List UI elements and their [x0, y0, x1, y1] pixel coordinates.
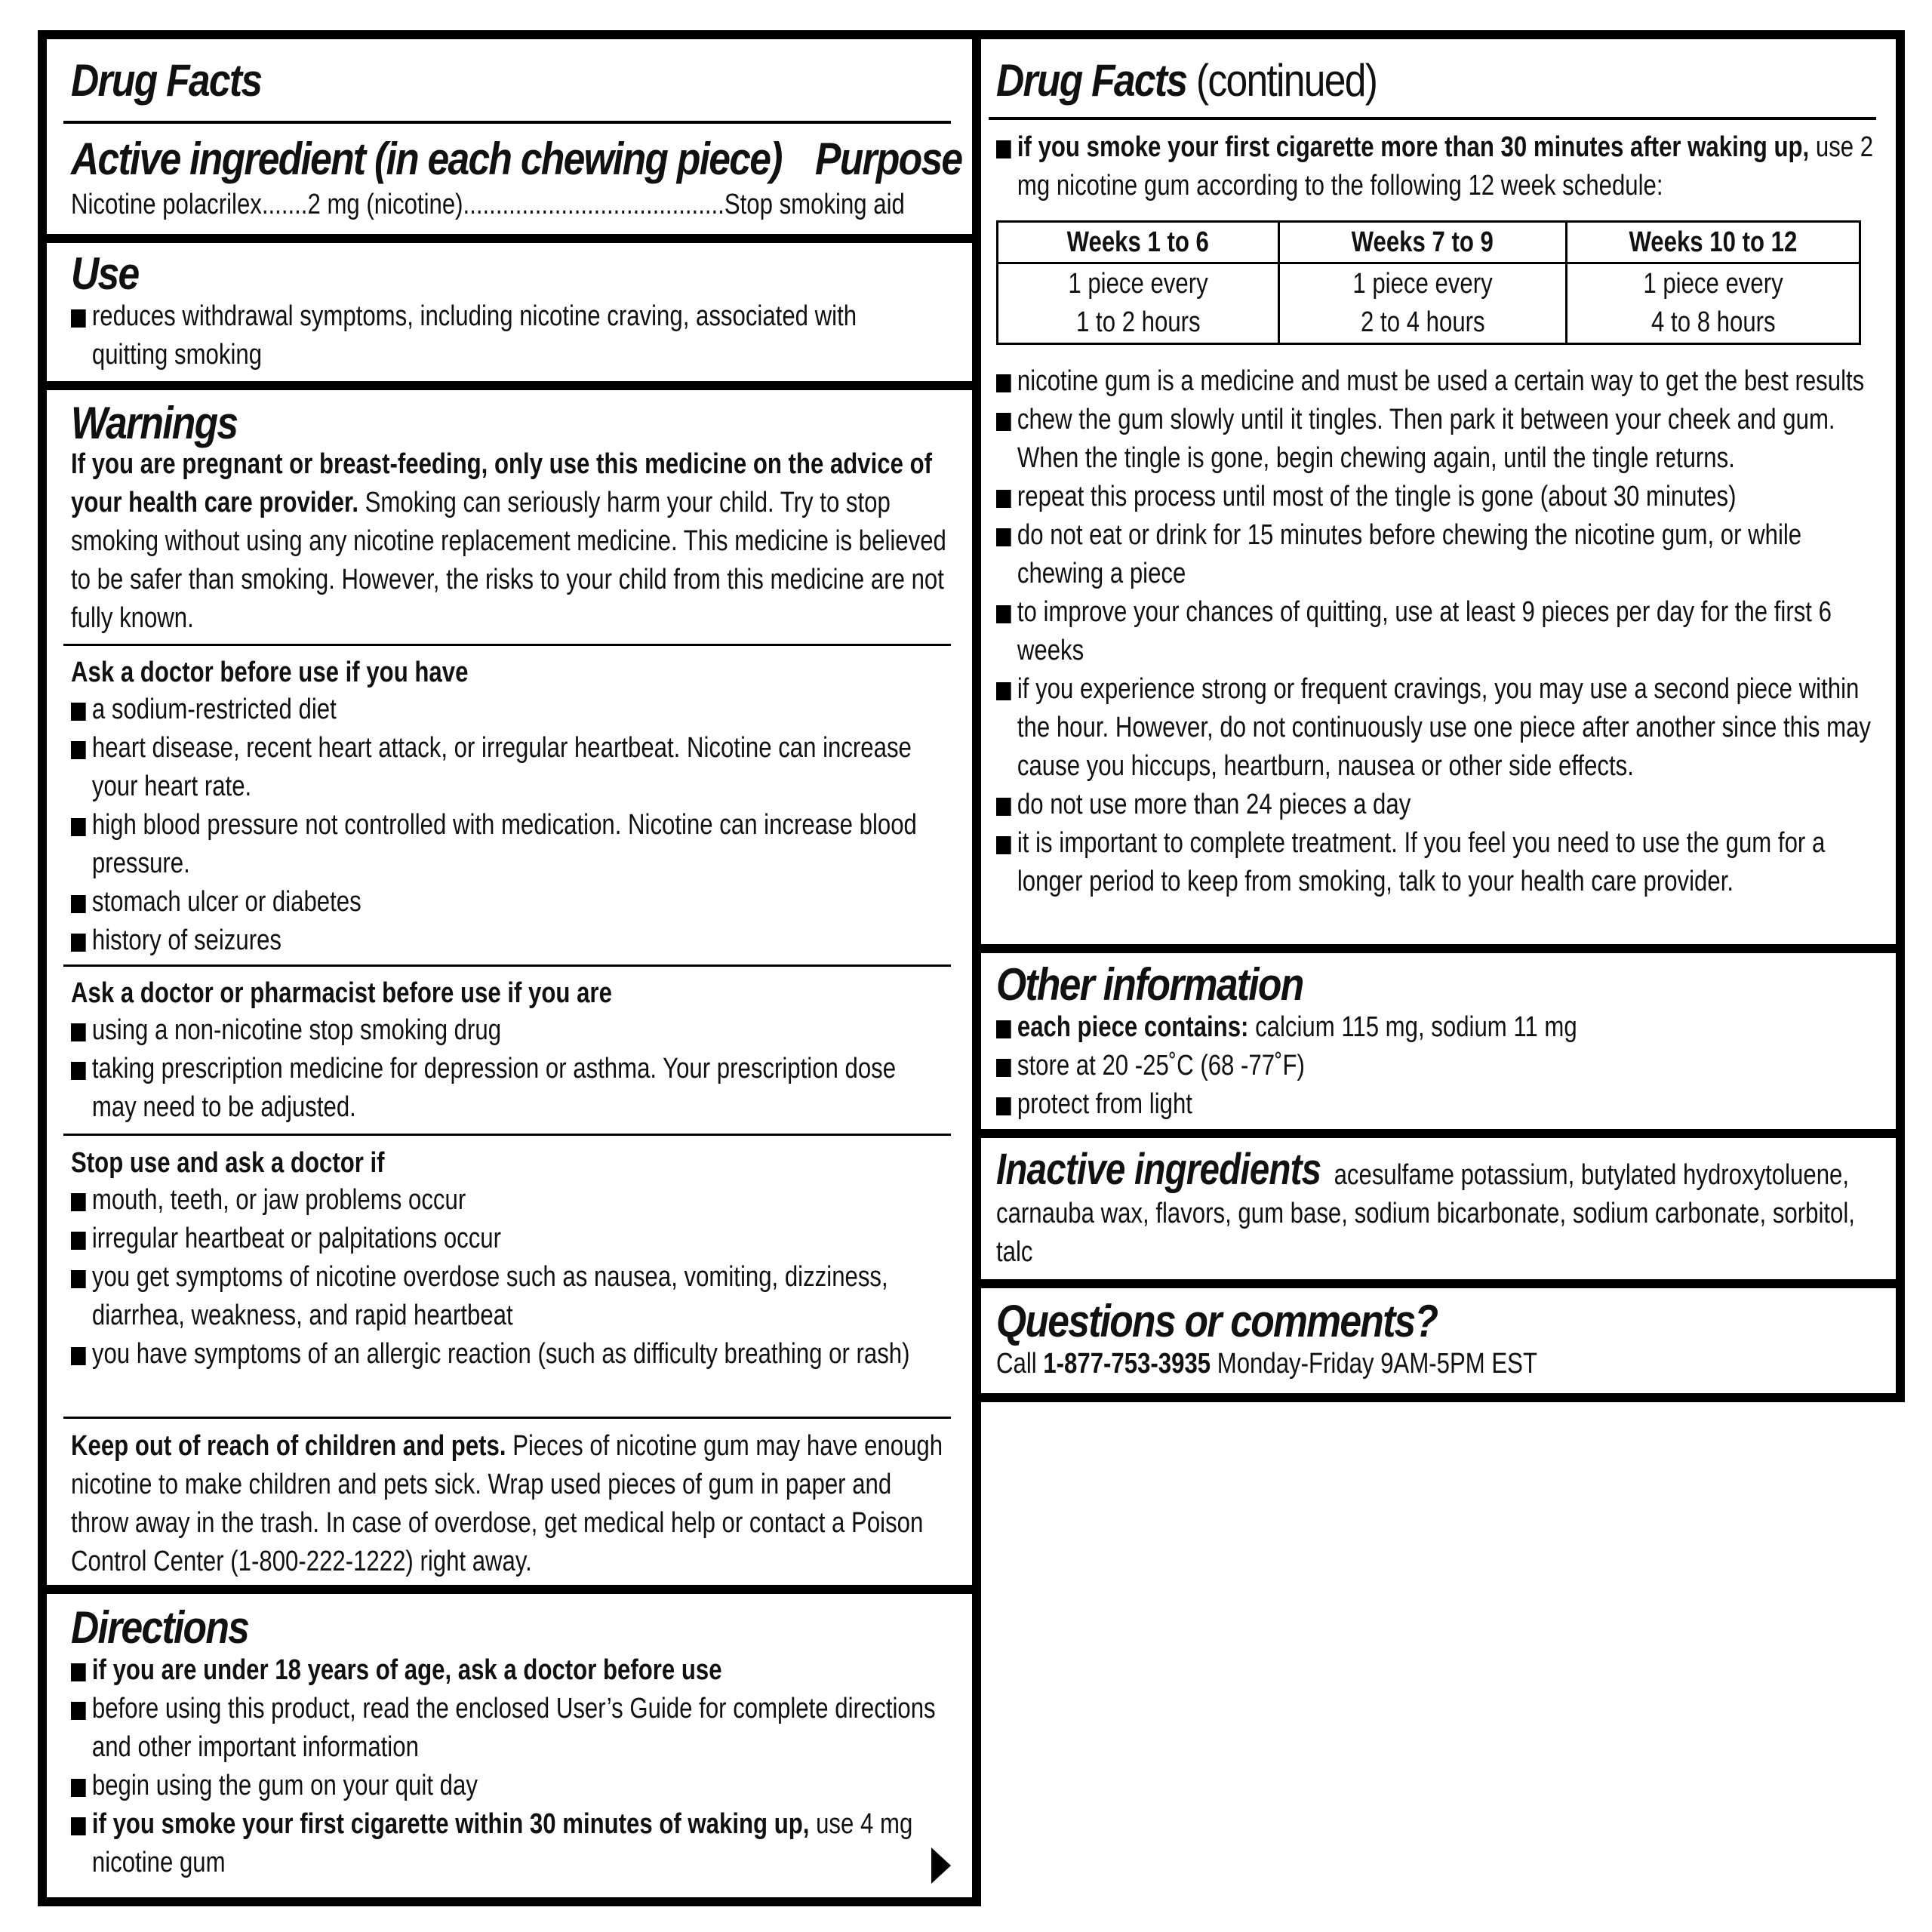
bullet-square [71, 1062, 86, 1080]
bullet-square [996, 836, 1011, 854]
left-thin-rule-title [63, 121, 951, 124]
list-item: it is important to complete treatment. If you feel you need to use the gum for a longer period to keep from smoking, talk to your health care provider. [996, 824, 1887, 901]
bullet-square [996, 1097, 1011, 1115]
ask-pharmacist-list [71, 1011, 937, 1127]
list-item: if you smoke your first cigarette more than 30 minutes after waking up, use 2 mg nicotine gum according to the following 12 week schedule: [996, 128, 1894, 205]
bullet-square [996, 413, 1011, 431]
right-heavy-rule-3 [977, 1279, 1900, 1288]
table-row [998, 263, 1860, 344]
ask-doctor-list [71, 691, 937, 960]
bullet-square [996, 140, 1011, 158]
directions-heading: Directions [71, 1602, 249, 1653]
list-item: do not eat or drink for 15 minutes before chewing the nicotine gum, or while chewing a piece [996, 516, 1887, 593]
warnings-heading: Warnings [71, 398, 238, 448]
use-heading: Use [71, 248, 139, 299]
list-item: stomach ulcer or diabetes [71, 883, 937, 921]
table-header: Weeks 1 to 6 [998, 222, 1279, 263]
smoke-after-30-item [996, 128, 1894, 205]
bullet-square [996, 605, 1011, 623]
bullet-square [71, 1023, 86, 1041]
right-heavy-rule-1 [977, 944, 1900, 953]
active-ingredient-heading: Active ingredient (in each chewing piece) [71, 134, 782, 184]
left-thin-rule-ask-pharmacist [63, 1134, 951, 1136]
list-item: you have symptoms of an allergic reaction (such as difficulty breathing or rash) [71, 1335, 937, 1374]
list-item: repeat this process until most of the tingle is gone (about 30 minutes) [996, 478, 1887, 516]
list-item: if you smoke your first cigarette within 30 minutes of waking up, use 4 mg nicotine gum [71, 1805, 937, 1882]
phone-number: 1-877-753-3935 [1043, 1348, 1211, 1380]
list-item: begin using the gum on your quit day [71, 1767, 937, 1805]
list-item: reduces withdrawal symptoms, including nicotine craving, associated with quitting smoking [71, 297, 937, 374]
bullet-square [71, 1663, 86, 1681]
bullet-square [71, 1817, 86, 1835]
right-heavy-rule-2 [977, 1129, 1900, 1138]
inactive-ingredients-heading: Inactive ingredients [996, 1145, 1321, 1194]
list-item: before using this product, read the enclosed User’s Guide for complete directions and other important information [71, 1690, 937, 1767]
bullet-square [71, 1702, 86, 1720]
table-header: Weeks 10 to 12 [1567, 222, 1860, 263]
list-item: chew the gum slowly until it tingles. Then park it between your cheek and gum. When the tingle is gone, begin chewing again, until the tingle returns. [996, 401, 1887, 478]
bullet-square [71, 703, 86, 721]
bullet-square [71, 1347, 86, 1365]
bullet-square [71, 1232, 86, 1250]
left-thin-rule-stop-use [63, 1417, 951, 1419]
list-item: each piece contains: calcium 115 mg, sodium 11 mg [996, 1008, 1887, 1047]
bullet-square [996, 1020, 1011, 1038]
table-header: Weeks 7 to 9 [1279, 222, 1567, 263]
continue-arrow-icon [931, 1847, 951, 1884]
bullet-square [71, 1193, 86, 1211]
bullet-square [71, 895, 86, 913]
bullet-square [71, 934, 86, 952]
left-thin-rule-warnings [63, 644, 951, 646]
use-list [71, 297, 937, 374]
keep-out-of-reach: Keep out of reach of children and pets. Pieces of nicotine gum may have enough nicotine to make children and pets sick. Wrap used pieces of gum in paper and throw away in the trash. In case of overdose, get medical help or contact a Poison Control Center (1-800-222-1222) right away. [71, 1430, 943, 1577]
drug-facts-title: Drug Facts [71, 55, 262, 106]
bullet-square [71, 818, 86, 836]
list-item: nicotine gum is a medicine and must be used a certain way to get the best results [996, 362, 1887, 401]
bullet-square [996, 1059, 1011, 1077]
other-information-heading: Other information [996, 959, 1303, 1010]
list-item: irregular heartbeat or palpitations occur [71, 1220, 937, 1258]
table-header-row [998, 222, 1860, 263]
left-heavy-rule-2 [42, 381, 977, 390]
table-cell: 1 piece every 2 to 4 hours [1279, 263, 1567, 344]
bullet-square [996, 798, 1011, 816]
bullet-square [71, 741, 86, 759]
ask-doctor-heading: Ask a doctor before use if you have [71, 657, 469, 688]
bullet-square [996, 490, 1011, 508]
call-line: Call 1-877-753-3935 Monday-Friday 9AM-5PM EST [996, 1348, 1538, 1380]
list-item: if you are under 18 years of age, ask a doctor before use [71, 1651, 937, 1690]
list-item: taking prescription medicine for depression or asthma. Your prescription dose may need to be adjusted. [71, 1050, 937, 1127]
bullet-square [71, 1779, 86, 1797]
list-item: history of seizures [71, 921, 937, 960]
list-item: if you experience strong or frequent cravings, you may use a second piece within the hour. However, do not continuously use one piece after another since this may cause you hiccups, heartburn, nausea or other side effects. [996, 670, 1887, 786]
directions-continued-list [996, 362, 1887, 901]
other-information-list [996, 1008, 1887, 1124]
purpose-heading: Purpose [815, 134, 962, 184]
schedule-table [996, 220, 1861, 345]
ask-pharmacist-heading: Ask a doctor or pharmacist before use if you are [71, 977, 612, 1009]
list-item: heart disease, recent heart attack, or irregular heartbeat. Nicotine can increase your heart rate. [71, 729, 937, 806]
bullet-square [71, 1270, 86, 1288]
stop-use-list [71, 1181, 937, 1374]
bullet-square [996, 682, 1011, 700]
list-item: mouth, teeth, or jaw problems occur [71, 1181, 937, 1220]
questions-heading: Questions or comments? [996, 1296, 1438, 1346]
inactive-ingredients: Inactive ingredients acesulfame potassium, butylated hydroxytoluene, carnauba wax, flavors, gum base, sodium bicarbonate, sodium carbonate, sorbitol, talc [996, 1145, 1855, 1268]
list-item: store at 20 -25˚C (68 -77˚F) [996, 1047, 1887, 1085]
table-cell: 1 piece every 4 to 8 hours [1567, 263, 1860, 344]
list-item: you get symptoms of nicotine overdose such as nausea, vomiting, dizziness, diarrhea, weakness, and rapid heartbeat [71, 1258, 937, 1335]
list-item: using a non-nicotine stop smoking drug [71, 1011, 937, 1050]
table-cell: 1 piece every 1 to 2 hours [998, 263, 1279, 344]
bullet-square [996, 374, 1011, 392]
pregnancy-warning: If you are pregnant or breast-feeding, only use this medicine on the advice of your health care provider. Smoking can seriously harm your child. Try to stop smoking without using any nicotine replacement medicine. This medicine is believed to be safer than smoking. However, the risks to your child from this medicine are not fully known. [71, 448, 946, 634]
directions-list [71, 1651, 937, 1882]
left-heavy-rule-1 [42, 234, 977, 243]
bullet-square [71, 309, 86, 328]
list-item: do not use more than 24 pieces a day [996, 786, 1887, 824]
list-item: protect from light [996, 1085, 1887, 1124]
bullet-square [996, 528, 1011, 546]
list-item: to improve your chances of quitting, use at least 9 pieces per day for the first 6 weeks [996, 593, 1887, 670]
ingredient-line: Nicotine polacrilex.......2 mg (nicotine)........................................Stop smoking aid [71, 189, 905, 220]
stop-use-heading: Stop use and ask a doctor if [71, 1147, 385, 1179]
left-heavy-rule-3 [42, 1585, 977, 1594]
list-item: a sodium-restricted diet [71, 691, 937, 729]
right-thin-rule-title [989, 117, 1876, 120]
list-item: high blood pressure not controlled with medication. Nicotine can increase blood pressure. [71, 806, 937, 883]
drug-facts-continued-title: Drug Facts (continued) [996, 55, 1377, 106]
left-thin-rule-ask-doctor [63, 964, 951, 967]
